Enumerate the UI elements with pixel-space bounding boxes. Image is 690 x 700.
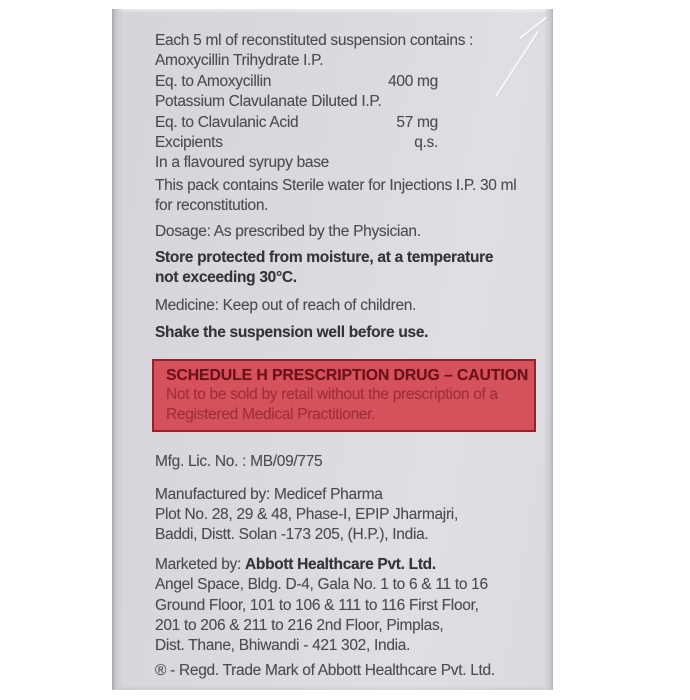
marketer-block [155, 555, 527, 657]
ingredient-label: Potassium Clavulanate Diluted I.P. [155, 93, 382, 111]
ingredient-label: Amoxycillin Trihydrate I.P. [155, 52, 324, 70]
composition-section [155, 31, 527, 174]
marketer-company-name: Abbott Healthcare Pvt. Ltd. [245, 555, 436, 573]
mfg-licence-number: Mfg. Lic. No. : MB/09/775 [155, 453, 323, 471]
marketer-address-line: 201 to 206 & 211 to 216 2nd Floor, Pimplas, [155, 617, 444, 635]
registered-trademark-note: ® - Regd. Trade Mark of Abbott Healthcare Pvt. Ltd. [155, 661, 495, 679]
composition-row [155, 113, 438, 133]
composition-intro: Each 5 ml of reconstituted suspension contains : [155, 32, 474, 49]
storage-warning [155, 248, 527, 289]
storage-warning-line: Store protected from moisture, at a temperature [155, 249, 494, 267]
composition-row [155, 72, 438, 92]
manufacturer-line: Plot No. 28, 29 & 48, Phase-I, EPIP Jharmajri, [155, 506, 458, 523]
schedule-h-body-line: Not to be sold by retail without the prescription of a [166, 386, 498, 404]
medicine-box-back-label [112, 9, 553, 690]
marketer-address-line: Dist. Thane, Bhiwandi - 421 302, India. [155, 637, 411, 655]
manufacturer-block [155, 485, 527, 546]
marketed-by-prefix: Marketed by: [155, 555, 246, 573]
label-content [112, 9, 553, 681]
schedule-h-caution-box [152, 359, 536, 433]
composition-row [155, 133, 438, 153]
marketer-address-line: Ground Floor, 101 to 106 & 111 to 116 First Floor, [155, 596, 479, 614]
pack-contents-note [155, 176, 527, 217]
manufacturer-line: Baddi, Distt. Solan -173 205, (H.P.), India. [155, 526, 429, 544]
schedule-h-heading: SCHEDULE H PRESCRIPTION DRUG – CAUTION [166, 366, 529, 384]
marketer-line [155, 555, 527, 575]
shake-instruction: Shake the suspension well before use. [155, 324, 429, 342]
composition-row [155, 153, 438, 173]
ingredient-label: Eq. to Amoxycillin [155, 72, 272, 90]
composition-row [155, 92, 438, 112]
keep-away-note: Medicine: Keep out of reach of children. [155, 296, 417, 314]
ingredient-value: 400 mg [388, 72, 438, 90]
storage-warning-line: not exceeding 30°C. [155, 269, 297, 287]
manufacturer-line: Manufactured by: Medicef Pharma [155, 485, 383, 503]
composition-row [155, 51, 438, 71]
marketer-address-line: Angel Space, Bldg. D-4, Gala No. 1 to 6 & 11 to 16 [155, 576, 488, 594]
dosage-note: Dosage: As prescribed by the Physician. [155, 222, 421, 240]
ingredient-value: 57 mg [396, 113, 438, 131]
schedule-h-body-line: Registered Medical Practitioner. [166, 405, 376, 423]
ingredient-label: Eq. to Clavulanic Acid [155, 113, 299, 131]
ingredient-label: In a flavoured syrupy base [155, 154, 329, 172]
pack-note-line: for reconstitution. [155, 197, 269, 215]
ingredient-label: Excipients [155, 134, 223, 152]
pack-note-line: This pack contains Sterile water for Injections I.P. 30 ml [155, 176, 517, 194]
ingredient-value: q.s. [414, 134, 438, 152]
